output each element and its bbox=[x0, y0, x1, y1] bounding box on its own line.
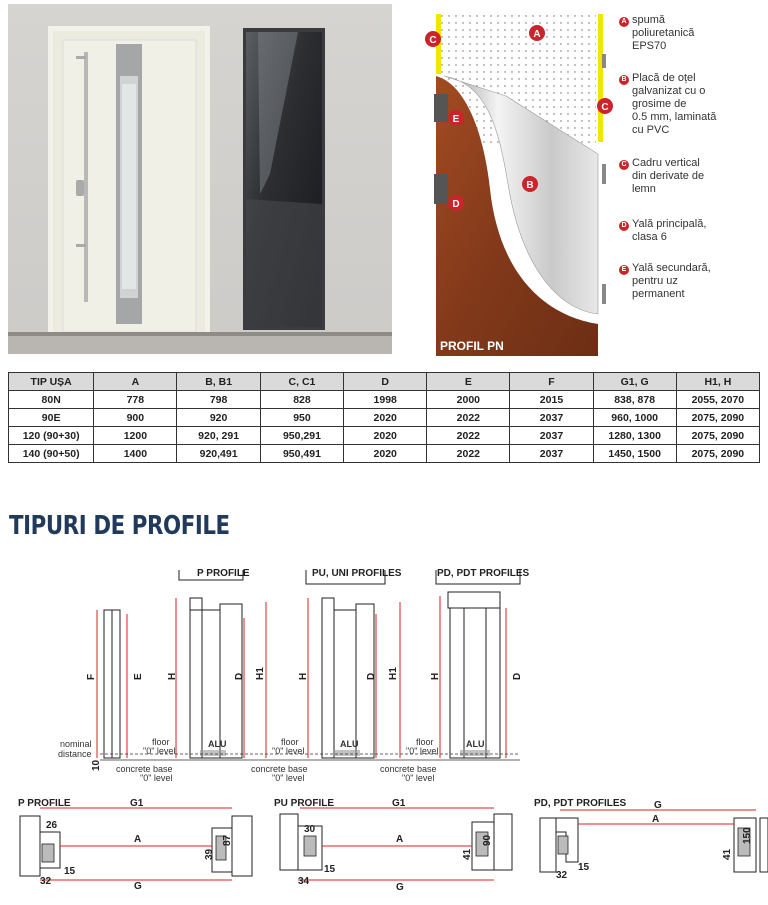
dim-e: E bbox=[133, 673, 144, 680]
legend-marker-e: E bbox=[619, 265, 629, 275]
dim-f: F bbox=[86, 673, 97, 680]
legend-item-b bbox=[619, 72, 716, 137]
section-pu-dim-bottom: G bbox=[396, 882, 404, 893]
section-p-dim-a: 26 bbox=[46, 820, 58, 831]
section-pu-dim-c: 15 bbox=[324, 864, 336, 875]
vertical-profile-drawing bbox=[0, 562, 768, 782]
table-cell: 2022 bbox=[427, 427, 510, 445]
table-cell: 80N bbox=[9, 391, 94, 409]
table-header: G1, G bbox=[593, 373, 676, 391]
pd-profile bbox=[430, 592, 523, 758]
section-pd bbox=[534, 798, 768, 881]
table-cell: 1280, 1300 bbox=[593, 427, 676, 445]
section-p-dim-e: 87 bbox=[222, 834, 233, 846]
vertical-profile-svg bbox=[0, 562, 768, 782]
table-header: B, B1 bbox=[177, 373, 260, 391]
dim-d-pu: D bbox=[366, 672, 377, 680]
pu-profile bbox=[298, 598, 400, 758]
table-cell: 2075, 2090 bbox=[676, 409, 759, 427]
table-row bbox=[9, 427, 760, 445]
cutaway-marker-a: A bbox=[533, 29, 541, 40]
section-pu-dim-d: 41 bbox=[462, 848, 473, 860]
legend-text-a: spumă poliuretanică EPS70 bbox=[632, 14, 695, 52]
legend-marker-b: B bbox=[619, 75, 629, 85]
profile-label-pd-text: PD, PDT PROFILES bbox=[437, 568, 530, 579]
concrete-level-label-2: concrete base "0" level bbox=[251, 764, 308, 783]
table-cell: 2055, 2070 bbox=[676, 391, 759, 409]
profile-label-pu bbox=[306, 568, 402, 584]
table-cell: 960, 1000 bbox=[593, 409, 676, 427]
section-p-label: P PROFILE bbox=[18, 798, 71, 809]
table-header: F bbox=[510, 373, 593, 391]
section-p-dim-b: 32 bbox=[40, 876, 52, 887]
table-cell: 2020 bbox=[344, 445, 427, 463]
dim-d-p: D bbox=[234, 672, 245, 680]
table-header: H1, H bbox=[676, 373, 759, 391]
dim-h-p: H bbox=[167, 672, 178, 680]
legend-item-d bbox=[619, 218, 706, 244]
table-cell: 140 (90+50) bbox=[9, 445, 94, 463]
table-header: E bbox=[427, 373, 510, 391]
table-cell: 950 bbox=[260, 409, 343, 427]
section-pu-dim-a: 30 bbox=[304, 824, 316, 835]
table-header: A bbox=[94, 373, 177, 391]
horizontal-sections-svg bbox=[0, 792, 768, 900]
section-pu-dim-mid: A bbox=[396, 834, 404, 845]
table-cell: 2075, 2090 bbox=[676, 427, 759, 445]
table-cell: 920 bbox=[177, 409, 260, 427]
profile-label-pu-text: PU, UNI PROFILES bbox=[312, 568, 402, 579]
legend-item-e bbox=[619, 262, 711, 301]
table-cell: 1400 bbox=[94, 445, 177, 463]
table-cell: 2022 bbox=[427, 409, 510, 427]
section-pu-dim-b: 34 bbox=[298, 876, 310, 887]
table-cell: 1998 bbox=[344, 391, 427, 409]
table-cell: 920,491 bbox=[177, 445, 260, 463]
section-pd-dim-top: G bbox=[654, 800, 662, 811]
legend-marker-c: C bbox=[619, 160, 629, 170]
table-cell: 2037 bbox=[510, 445, 593, 463]
table-header: TIP UȘA bbox=[9, 373, 94, 391]
floor-level-label-pd: floor "0" level bbox=[406, 737, 439, 756]
door-photo bbox=[8, 4, 392, 354]
section-pu bbox=[274, 798, 512, 893]
table-row bbox=[9, 445, 760, 463]
table-cell: 828 bbox=[260, 391, 343, 409]
section-p-dim-bottom: G bbox=[134, 881, 142, 892]
table-cell: 950,491 bbox=[260, 445, 343, 463]
alu-label-pd: ALU bbox=[466, 739, 485, 749]
alu-label-p: ALU bbox=[208, 739, 227, 749]
table-cell: 950,291 bbox=[260, 427, 343, 445]
section-pd-dim-b: 32 bbox=[556, 870, 568, 881]
table-cell: 2075, 2090 bbox=[676, 445, 759, 463]
table-cell: 2020 bbox=[344, 427, 427, 445]
section-pd-dim-c: 15 bbox=[578, 862, 590, 873]
section-pd-label: PD, PDT PROFILES bbox=[534, 798, 627, 809]
legend-text-d: Yală principală, clasa 6 bbox=[632, 218, 707, 243]
table-header-row bbox=[9, 373, 760, 391]
profile-label-p bbox=[179, 568, 250, 580]
section-pd-dim-mid: A bbox=[652, 814, 660, 825]
p-profile bbox=[167, 598, 266, 758]
frame-outline bbox=[104, 610, 112, 758]
table-cell: 2015 bbox=[510, 391, 593, 409]
floor-level-label-p: floor "0" level bbox=[143, 737, 176, 756]
horizontal-sections bbox=[0, 792, 768, 900]
dim-h-pu: H bbox=[298, 672, 309, 680]
door-cutaway bbox=[426, 14, 609, 356]
profile-label-p-text: P PROFILE bbox=[197, 568, 250, 579]
section-p-dim-c: 15 bbox=[64, 866, 76, 877]
dim-d-pd: D bbox=[512, 672, 523, 680]
nominal-distance-label: nominal distance bbox=[58, 739, 92, 759]
section-p-dim-top: G1 bbox=[130, 798, 144, 809]
nominal-distance-value: 10 bbox=[91, 759, 102, 771]
table-row bbox=[9, 391, 760, 409]
legend-text-c: Cadru vertical din derivate de lemn bbox=[632, 157, 705, 195]
section-pd-dim-e: 150 bbox=[742, 827, 753, 844]
section-p-dim-mid: A bbox=[134, 834, 142, 845]
legend-marker-a: A bbox=[619, 17, 629, 27]
profile-label-pd bbox=[436, 568, 530, 584]
table-cell: 2037 bbox=[510, 409, 593, 427]
table-cell: 2020 bbox=[344, 409, 427, 427]
legend-text-b: Placă de oțel galvanizat cu o grosime de 0.5 mm, laminată cu PVC bbox=[632, 72, 717, 136]
floor-level-label-pu: floor "0" level bbox=[272, 737, 305, 756]
legend-item-a bbox=[619, 14, 694, 53]
cutaway-marker-d: D bbox=[452, 199, 460, 210]
cutaway-svg bbox=[426, 14, 609, 356]
concrete-level-label-3: concrete base "0" level bbox=[380, 764, 437, 783]
legend-item-c bbox=[619, 157, 704, 196]
legend-marker-d: D bbox=[619, 221, 629, 231]
dimensions-table bbox=[8, 372, 760, 463]
legend-text-e: Yală secundară, pentru uz permanent bbox=[632, 262, 711, 300]
table-header: C, C1 bbox=[260, 373, 343, 391]
section-pu-dim-top: G1 bbox=[392, 798, 406, 809]
table-cell: 1450, 1500 bbox=[593, 445, 676, 463]
table-cell: 1200 bbox=[94, 427, 177, 445]
concrete-level-label-1: concrete base "0" level bbox=[116, 764, 173, 783]
section-p-dim-d: 39 bbox=[204, 848, 215, 860]
table-cell: 838, 878 bbox=[593, 391, 676, 409]
table-cell: 90E bbox=[9, 409, 94, 427]
section-title: TIPURI DE PROFILE bbox=[9, 511, 230, 541]
table-cell: 2037 bbox=[510, 427, 593, 445]
alu-label-pu: ALU bbox=[340, 739, 359, 749]
table-cell: 920, 291 bbox=[177, 427, 260, 445]
door-photo-svg bbox=[8, 4, 392, 354]
table-cell: 778 bbox=[94, 391, 177, 409]
table-row bbox=[9, 409, 760, 427]
section-pu-dim-e: 90 bbox=[482, 834, 493, 846]
dim-h1-pu: H1 bbox=[388, 667, 399, 680]
cutaway-marker-b: B bbox=[526, 180, 534, 191]
table-cell: 798 bbox=[177, 391, 260, 409]
cutaway-marker-c-left: C bbox=[429, 35, 437, 46]
dim-h-pd: H bbox=[430, 672, 441, 680]
table-cell: 2000 bbox=[427, 391, 510, 409]
cutaway-marker-c-right: C bbox=[601, 102, 609, 113]
cutaway-marker-e: E bbox=[452, 114, 460, 125]
table-cell: 120 (90+30) bbox=[9, 427, 94, 445]
table-cell: 900 bbox=[94, 409, 177, 427]
section-p bbox=[18, 798, 252, 892]
section-pu-label: PU PROFILE bbox=[274, 798, 335, 809]
table-header: D bbox=[344, 373, 427, 391]
table-cell: 2022 bbox=[427, 445, 510, 463]
dim-h1-p: H1 bbox=[255, 667, 266, 680]
cutaway-title: PROFIL PN bbox=[440, 339, 504, 353]
section-pd-dim-d: 41 bbox=[722, 848, 733, 860]
